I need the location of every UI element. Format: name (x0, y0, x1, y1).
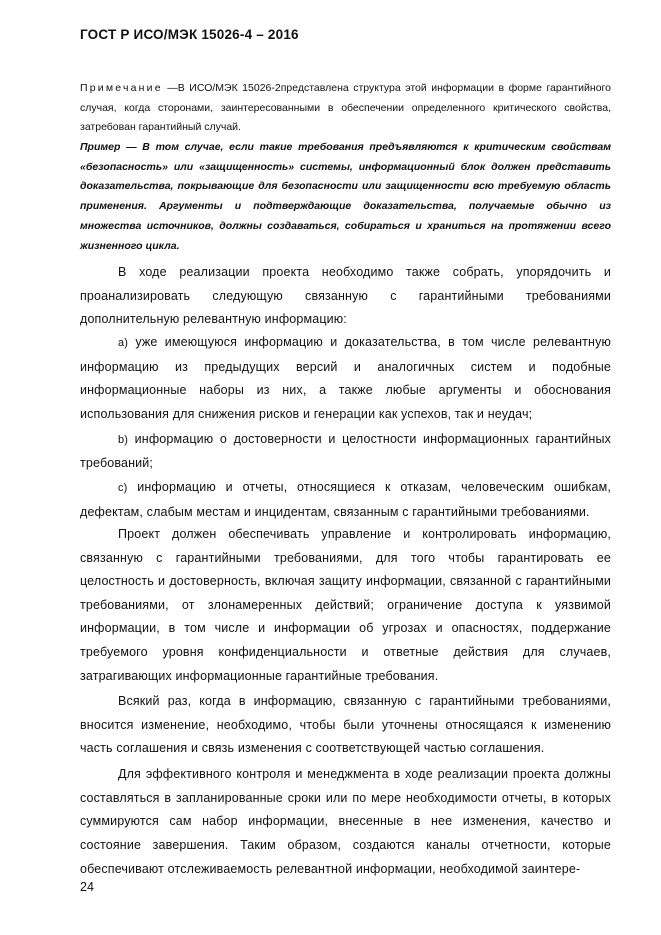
list-item-b-text: информацию о достоверности и целостности информационных гарантийных требований; (80, 432, 611, 470)
body-paragraph-change (80, 690, 611, 761)
body-paragraph-control (80, 523, 611, 688)
note-text: —В ИСО/МЭК 15026-2представлена структура этой информации в форме гарантийного случая, когда сторонами, заинтересованными в обеспечении определенного критического свойства, затребован гарантийный случай. (80, 82, 611, 133)
list-marker-b: b) (118, 434, 129, 446)
list-item-b (80, 428, 611, 475)
paragraph-text: В ходе реализации проекта необходимо также собрать, упорядочить и проанализировать следующую связанную с гарантийными требованиями дополнительную релевантную информацию: (80, 265, 611, 326)
page-number: 24 (80, 880, 94, 894)
list-item-a-text: уже имеющуюся информацию и доказательства, в том числе релевантную информацию из предыдущих версий и аналогичных систем и подобные информационные наборы из них, а также любые аргументы и обоснования использования для снижения рисков и генерации как успехов, так и неудач; (80, 335, 611, 422)
list-item-a (80, 331, 611, 427)
note-paragraph (80, 79, 611, 138)
example-paragraph: Пример — В том случае, если такие требования предъявляются к критическим свойствам «безопасность» или «защищенность» системы, информационный блок должен представить доказательства, покрывающие для безопасности или защищенности всю требуемую область применения. Аргументы и подтверждающие доказательства, получаемые обычно из множества источников, должны создаваться, собираться и храниться на протяжении всего жизненного цикла. (80, 141, 611, 252)
note-label: Примечание (80, 82, 163, 94)
list-item-c-text: информацию и отчеты, относящиеся к отказам, человеческим ошибкам, дефектам, слабым местам и инцидентам, связанным с гарантийными требованиями. (80, 480, 611, 519)
list-marker-c: c) (118, 482, 128, 494)
paragraph-text: Всякий раз, когда в информацию, связанную с гарантийными требованиями, вносится изменение, необходимо, чтобы были уточнены относящаяся к изменению часть соглашения и связь изменения с соответствующей частью соглашения. (80, 694, 611, 755)
document-header: ГОСТ Р ИСО/МЭК 15026-4 – 2016 (80, 27, 299, 42)
paragraph-text: Проект должен обеспечивать управление и контролировать информацию, связанную с гарантийными требованиями, для того чтобы гарантировать ее целостность и достоверность, включая защиту информации, связанной с гарантийными требованиями, от злонамеренных действий; ограничение доступа к уязвимой информации, в том числе и информации об угрозах и опасностях, поддержание требуемого уровня конфиденциальности и ответные действия для случаев, затрагивающих информационные гарантийные требования. (80, 527, 611, 683)
list-item-c (80, 475, 611, 524)
body-paragraph-intro (80, 261, 611, 332)
paragraph-text: Для эффективного контроля и менеджмента в ходе реализации проекта должны составляться в запланированные сроки или по мере необходимости отчеты, в которых суммируются сам набор информации, внесенные в нее изменения, качество и состояние завершения. Таким образом, создаются каналы отчетности, которые обеспечивают отслеживаемость релевантной информации, необходимой заинтере- (80, 767, 611, 876)
list-marker-a: a) (118, 337, 129, 349)
body-paragraph-reports (80, 763, 611, 882)
